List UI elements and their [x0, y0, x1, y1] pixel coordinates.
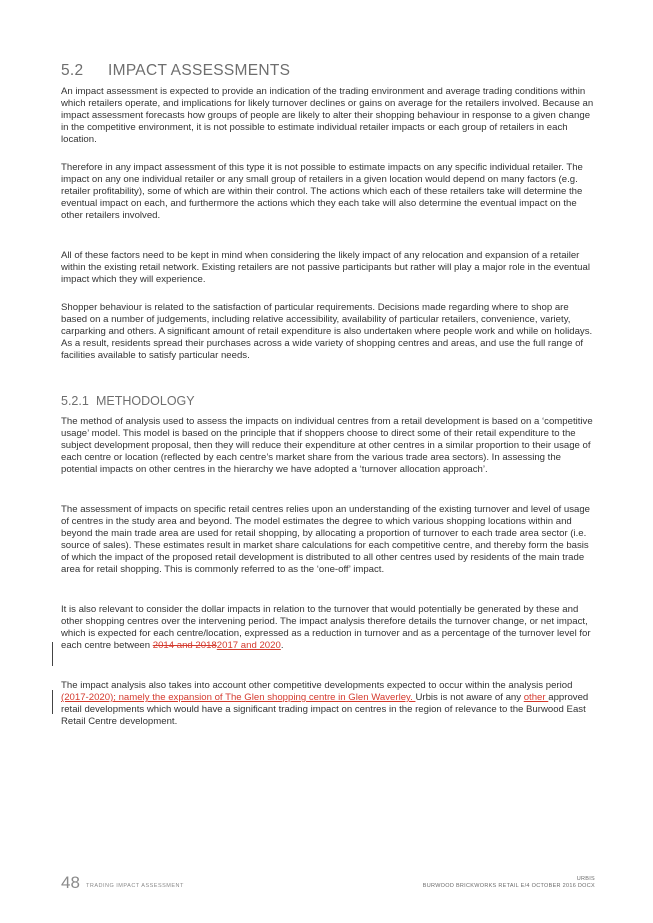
- paragraph-individual-retailer: Therefore in any impact assessment of this type it is not possible to estimate impacts on any specific individual retailer. The impact on any one individual retailer or any small group of retailers in a given location would depend on many factors (e.g. retailer profitability), some of which are within their control. The actions which each of these retailers take will determine the eventual impact on each, and furthermore the actions which they each take will also determine the eventual impact on the other retailers involved.: [61, 162, 583, 222]
- paragraph-factors: All of these factors need to be kept in mind when considering the likely impact of any relocation and expansion of a retailer within the existing retail network. Existing retailers are not passive participants but rather will play a major role in the eventual impact which they will experience.: [61, 250, 590, 286]
- change-bar: [52, 642, 53, 666]
- final-text-1: The impact analysis also takes into account other competitive developments expected to occur within the analysis period: [61, 680, 573, 691]
- final-text-3: approved retail developments which would have a significant trading impact on centres in the region of relevance to the Burwood East Retail Centre development.: [61, 692, 589, 728]
- subsection-heading: [61, 394, 195, 408]
- paragraph-competitive-developments: [61, 680, 595, 728]
- subsection-title: METHODOLOGY: [96, 394, 195, 408]
- paragraph-assessment: The assessment of impacts on specific retail centres relies upon an understanding of the existing turnover and level of usage of centres in the study area and beyond. The model estimates the degree to which various shopping locations within and beyond the main trade area are used for retail shopping, by allocating a proportion of turnover to each trade area sector (i.e. source of sales). These estimates result in market share calculations for each competitive centre, and thereby form the basis of which the impact of the proposed retail development is distributed to all other centres used by residents of the main trade area for retail shopping. This is commonly referred to as the ‘one-off’ impact.: [61, 504, 591, 576]
- footer-document-info: [423, 876, 595, 890]
- section-heading: [61, 62, 290, 80]
- subsection-number: 5.2.1: [61, 394, 89, 408]
- inserted-years: 2017 and 2020: [216, 640, 281, 652]
- footer-page-number: 48: [61, 873, 80, 892]
- dollar-text: It is also relevant to consider the dollar impacts in relation to the turnover that would potentially be generated by these and other shopping centres over the intervening period. The impact analysis therefore details the turnover change, or net impact, which is expected for each centre/location, expressed as a reduction in turnover and as a percentage of the turnover level for each centre between: [61, 604, 591, 652]
- paragraph-impact-overview: An impact assessment is expected to provide an indication of the trading environment and average trading conditions within which retailers operate, and implications for likely turnover declines or gains on average for the retailers involved. Because an impact assessment forecasts how groups of people are likely to alter their shopping behaviour in response to a given change in the competitive environment, it is not possible to estimate individual retailer impacts or each group of retailers in each location.: [61, 86, 594, 146]
- paragraph-method: The method of analysis used to assess the impacts on individual centres from a retail development is based on a ‘competitive usage’ model. This model is based on the principle that if shoppers choose to direct some of their retail expenditure to the subject development proposal, then they will reduce their expenditure at other centres in a similar proportion to their usage of each centre or location (reflected by each centre’s market share from the various trade area sectors). In assessing the potential impacts on other centres in the hierarchy we have adopted a ‘turnover allocation approach’.: [61, 416, 593, 476]
- footer-section-label: TRADING IMPACT ASSESSMENT: [86, 883, 184, 889]
- paragraph-shopper-behaviour: Shopper behaviour is related to the satisfaction of particular requirements. Decisions made regarding where to shop are based on a number of judgements, including relative accessibility, availability of particular retailers, convenience, variety, carparking and others. A significant amount of retail expenditure is also undertaken where people work and while on holidays. As a result, residents spread their purchases across a wide variety of shopping centres and areas, and use the full range of facilities available to satisfy particular needs.: [61, 302, 593, 362]
- dollar-end: .: [280, 640, 284, 652]
- deleted-years: 2014 and 2018: [152, 640, 217, 652]
- final-text-2: Urbis is not aware of any: [415, 692, 524, 704]
- inserted-other: other: [523, 692, 549, 704]
- section-title: IMPACT ASSESSMENTS: [108, 62, 291, 79]
- inserted-analysis-period: (2017-2020); namely the expansion of The Glen shopping centre in Glen Waverley.: [61, 692, 416, 704]
- footer-company: URBIS: [576, 876, 595, 882]
- footer-doc-name: BURWOOD BRICKWORKS RETAIL E/4 OCTOBER 2016 DOCX: [422, 883, 595, 889]
- paragraph-dollar-impacts: [61, 604, 595, 652]
- change-bar: [52, 690, 53, 714]
- section-number: 5.2: [61, 62, 84, 79]
